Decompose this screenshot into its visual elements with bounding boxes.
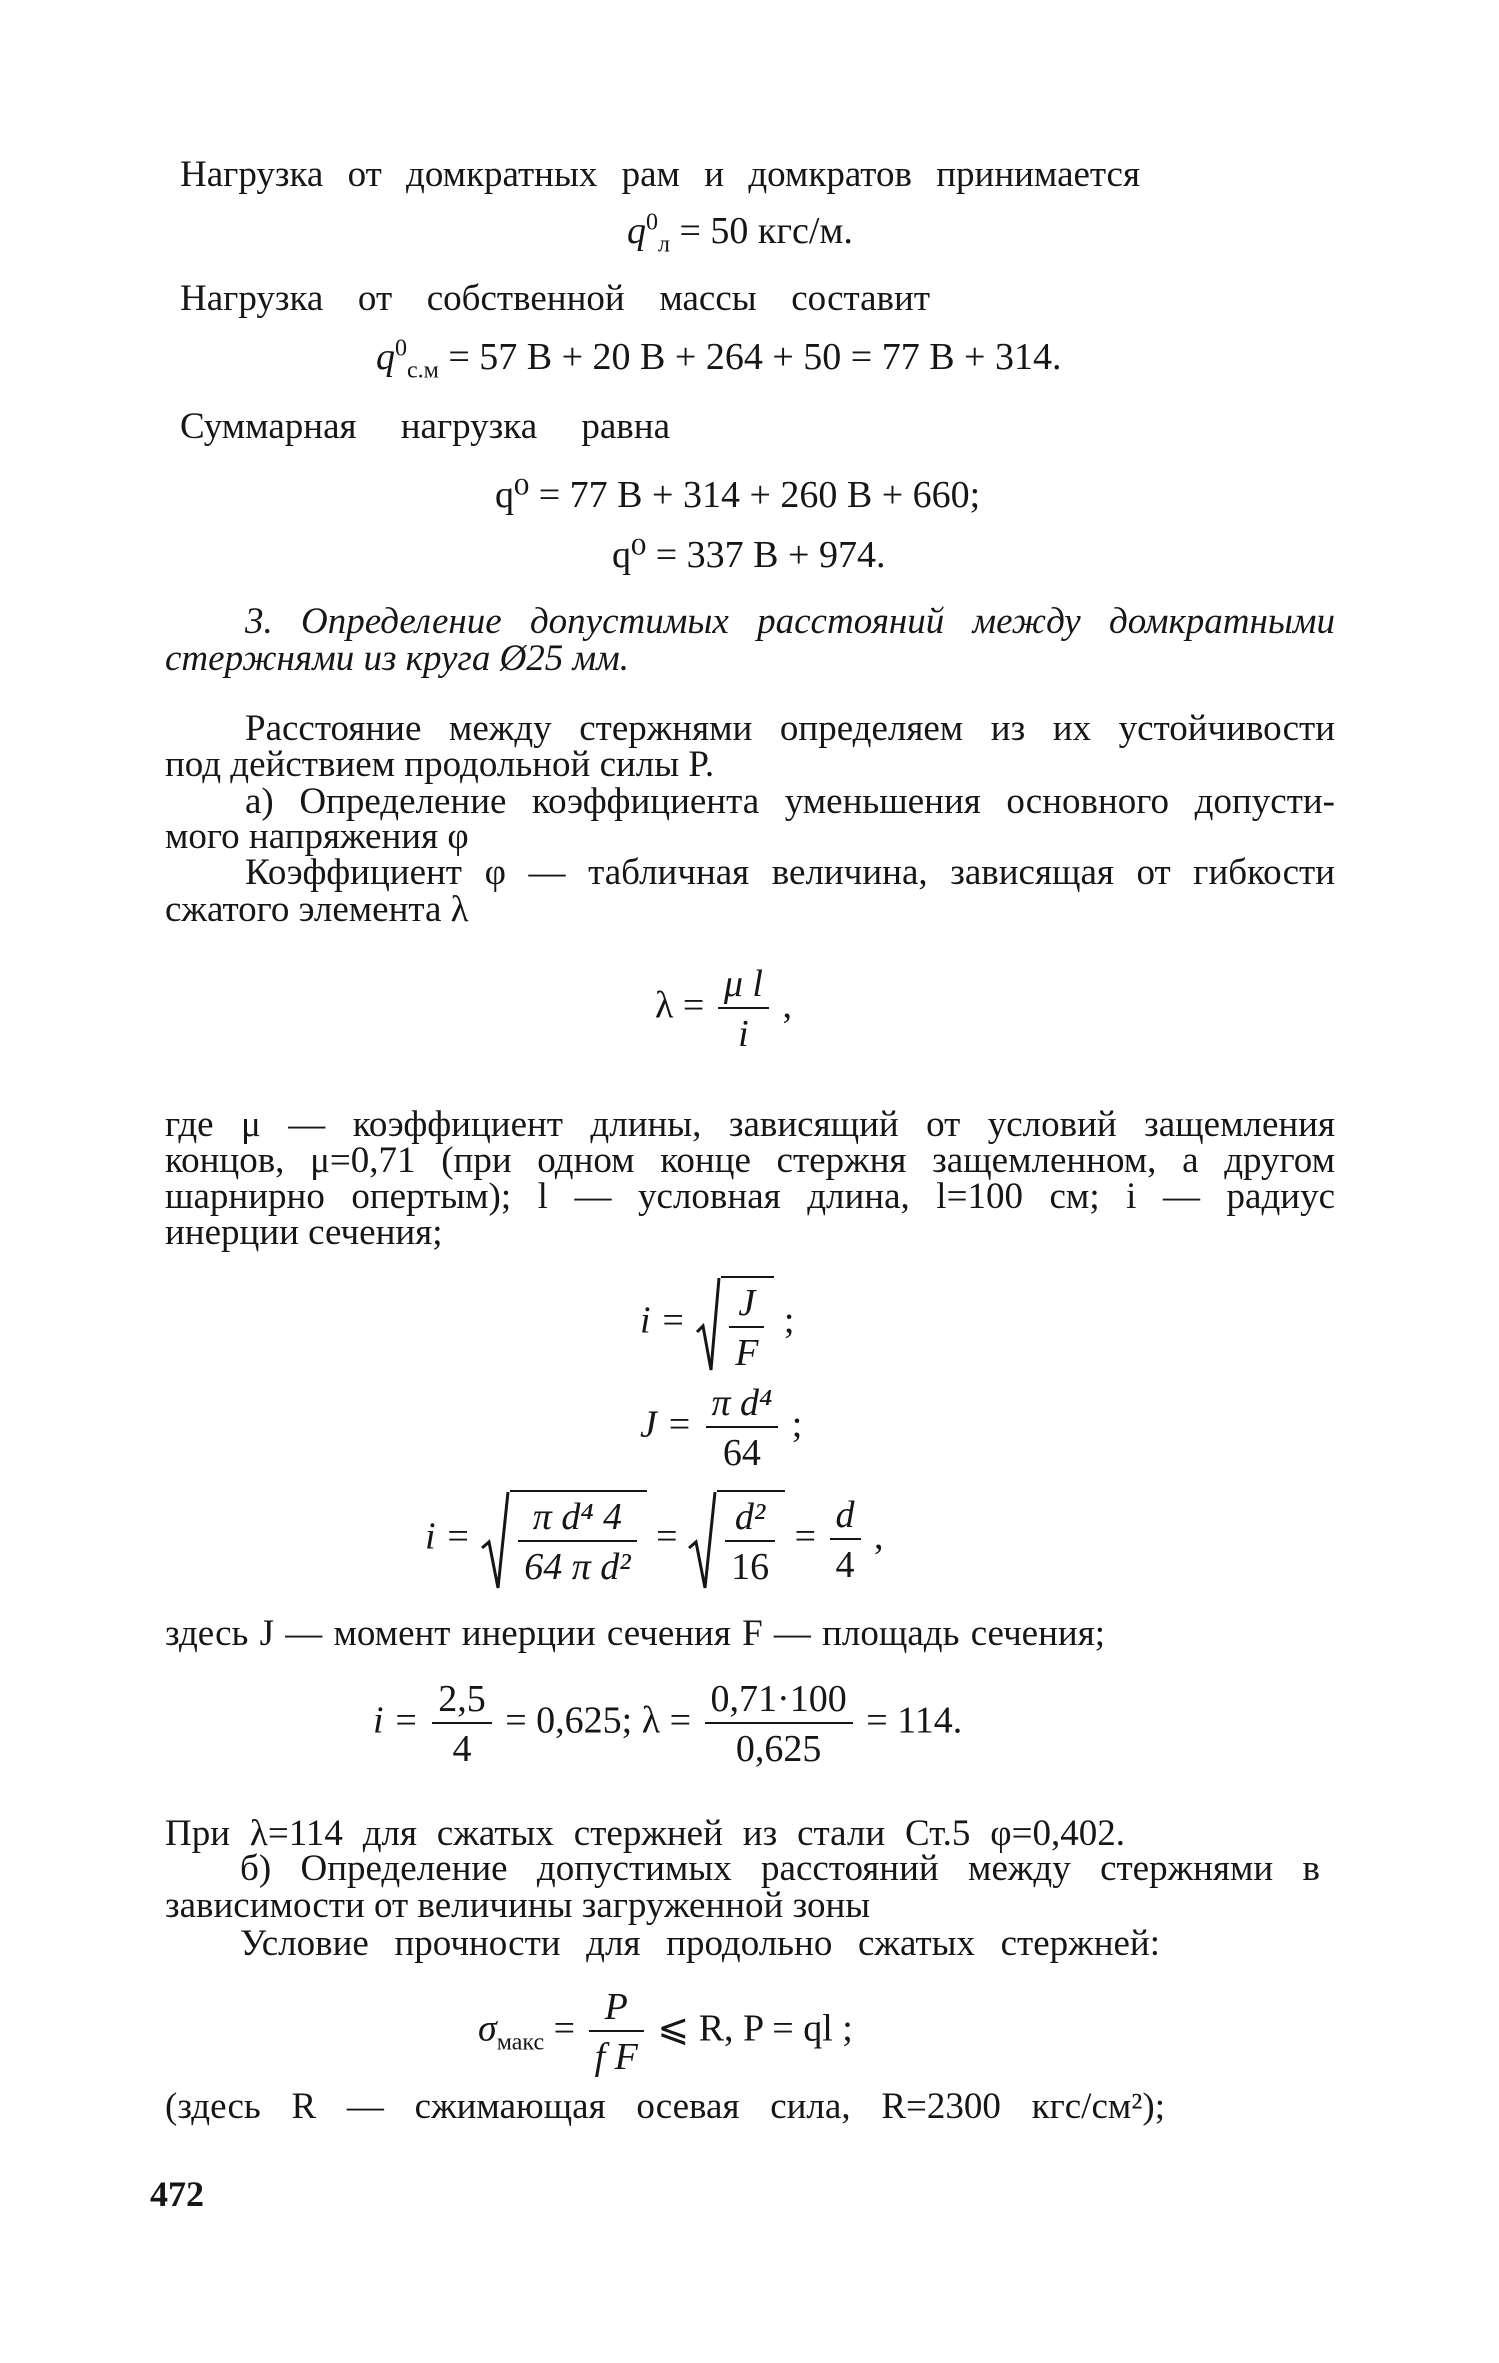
equation-J-definition xyxy=(640,1384,802,1472)
i-der-num2: d² xyxy=(734,1496,766,1538)
lambda-fraction xyxy=(718,965,769,1053)
equation-lambda xyxy=(655,965,792,1053)
text-line-own-mass: Нагрузка от собственной массы составит xyxy=(180,278,930,319)
ival-den1: 4 xyxy=(432,1722,492,1768)
i-der-radical2 xyxy=(687,1490,785,1590)
sigma-den: f F xyxy=(589,2030,644,2076)
radical-sign-icon xyxy=(687,1490,717,1590)
eq2-var: q xyxy=(376,336,395,378)
J-def-lhs: J = xyxy=(640,1403,693,1446)
radical-sign-icon xyxy=(695,1276,721,1372)
eq2-sup: 0 xyxy=(395,335,407,362)
ival-num1: 2,5 xyxy=(438,1678,486,1720)
section-heading-line1: 3. Определение допустимых расстояний между домкратными xyxy=(245,601,1335,642)
i-def-num: J xyxy=(738,1282,756,1324)
i-der-lhs: i = xyxy=(425,1515,471,1558)
text-phi-line1: Коэффициент φ — табличная величина, зависящая от гибкости xyxy=(245,852,1335,893)
ival-fraction1 xyxy=(432,1680,492,1768)
lambda-num: μ l xyxy=(723,963,763,1005)
text-line-load-jack-frames: Нагрузка от домкратных рам и домкратов принимается xyxy=(180,154,1140,195)
i-def-den: F xyxy=(729,1326,764,1372)
i-der-fraction3 xyxy=(830,1496,861,1584)
ival-tail: = 114. xyxy=(866,1699,963,1742)
J-def-den: 64 xyxy=(706,1426,779,1472)
text-coef-b-line2: зависимости от величины загруженной зоны xyxy=(165,1885,871,1926)
sigma-sub: макс xyxy=(496,2029,545,2056)
page-number: 472 xyxy=(150,2174,204,2214)
text-line-total-load: Суммарная нагрузка равна xyxy=(180,406,670,447)
sigma-num: P xyxy=(604,1986,628,2028)
equation-sigma-max xyxy=(478,1988,853,2076)
sigma-fraction xyxy=(589,1988,644,2076)
sigma-lhs: σ xyxy=(478,2007,497,2050)
text-mu-line2: концов, μ=0,71 (при одном конце стержня защемленном, а другом xyxy=(165,1140,1335,1181)
ival-lhs: i = xyxy=(373,1699,419,1742)
ival-den2: 0,625 xyxy=(705,1722,853,1768)
section-heading-line2: стержнями из круга Ø25 мм. xyxy=(165,638,630,679)
i-der-eq: = xyxy=(656,1515,678,1558)
text-mu-line3: шарнирно опертым); l — условная длина, l=100 см; i — радиус xyxy=(165,1176,1335,1217)
i-der-num1: π d⁴ 4 xyxy=(532,1496,623,1538)
text-lambda-114: При λ=114 для сжатых стержней из стали Ст.5 φ=0,402. xyxy=(165,1813,1125,1854)
ival-fraction2 xyxy=(705,1680,853,1768)
i-der-tail: , xyxy=(874,1515,884,1558)
i-def-radical xyxy=(695,1276,774,1372)
ival-mid: = 0,625; λ = xyxy=(505,1699,692,1742)
i-der-num3: d xyxy=(835,1494,855,1536)
radical-sign-icon xyxy=(480,1490,510,1590)
J-def-num: π d⁴ xyxy=(711,1382,773,1424)
i-der-fraction1 xyxy=(518,1498,636,1586)
sigma-tail: ⩽ R, P = ql ; xyxy=(657,2007,853,2050)
J-def-fraction xyxy=(706,1384,779,1472)
sigma-eq: = xyxy=(553,2007,576,2050)
i-def-lhs: i = xyxy=(640,1299,686,1342)
i-der-eq2: = xyxy=(794,1515,817,1558)
lambda-lhs: λ = xyxy=(655,984,705,1027)
equation-q0-sum: q⁰ = 77 B + 314 + 260 B + 660; xyxy=(495,474,981,516)
text-coef-a-line2: мого напряжения φ xyxy=(165,816,469,857)
lambda-den: i xyxy=(718,1007,769,1053)
i-der-den1: 64 π d² xyxy=(518,1540,636,1586)
i-def-fraction xyxy=(729,1284,764,1372)
eq2-rhs: = 57 B + 20 B + 264 + 50 = 77 B + 314. xyxy=(448,336,1062,378)
text-mu-line1: где μ — коэффициент длины, зависящий от условий защемления xyxy=(165,1104,1335,1145)
equation-i-definition xyxy=(640,1276,794,1372)
eq1-sub: л xyxy=(658,231,670,258)
text-distance-line2: под действием продольной силы P. xyxy=(165,744,715,785)
equation-q-l xyxy=(627,209,853,258)
equation-i-lambda-values xyxy=(373,1680,962,1768)
i-der-radical1 xyxy=(480,1490,646,1590)
text-coef-a-line1: а) Определение коэффициента уменьшения основного допусти- xyxy=(245,781,1335,822)
eq1-rhs: = 50 кгс/м. xyxy=(679,210,853,252)
J-def-tail: ; xyxy=(791,1403,803,1446)
text-J-F-explanation: здесь J — момент инерции сечения F — площадь сечения; xyxy=(165,1613,1105,1654)
equation-q-sm xyxy=(376,335,1062,384)
eq2-sub: с.м xyxy=(407,357,439,384)
eq1-sup: 0 xyxy=(646,209,658,236)
text-mu-line4: инерции сечения; xyxy=(165,1212,443,1253)
text-R-definition: (здесь R — сжимающая осевая сила, R=2300 кгс/см²); xyxy=(165,2086,1165,2127)
text-strength-condition: Условие прочности для продольно сжатых стержней: xyxy=(240,1923,1160,1964)
text-distance-line1: Расстояние между стержнями определяем из их устойчивости xyxy=(245,708,1335,749)
i-der-den3: 4 xyxy=(830,1538,861,1584)
i-def-tail: ; xyxy=(783,1299,795,1342)
text-phi-line2: сжатого элемента λ xyxy=(165,889,469,930)
ival-num2: 0,71·100 xyxy=(710,1678,847,1720)
equation-q0-result: q⁰ = 337 B + 974. xyxy=(612,534,886,576)
equation-i-derived xyxy=(425,1490,884,1590)
eq1-var: q xyxy=(627,210,646,252)
i-der-den2: 16 xyxy=(725,1540,775,1586)
i-der-fraction2 xyxy=(725,1498,775,1586)
lambda-tail: , xyxy=(782,984,792,1027)
text-coef-b-line1: б) Определение допустимых расстояний между стержнями в xyxy=(240,1848,1320,1889)
